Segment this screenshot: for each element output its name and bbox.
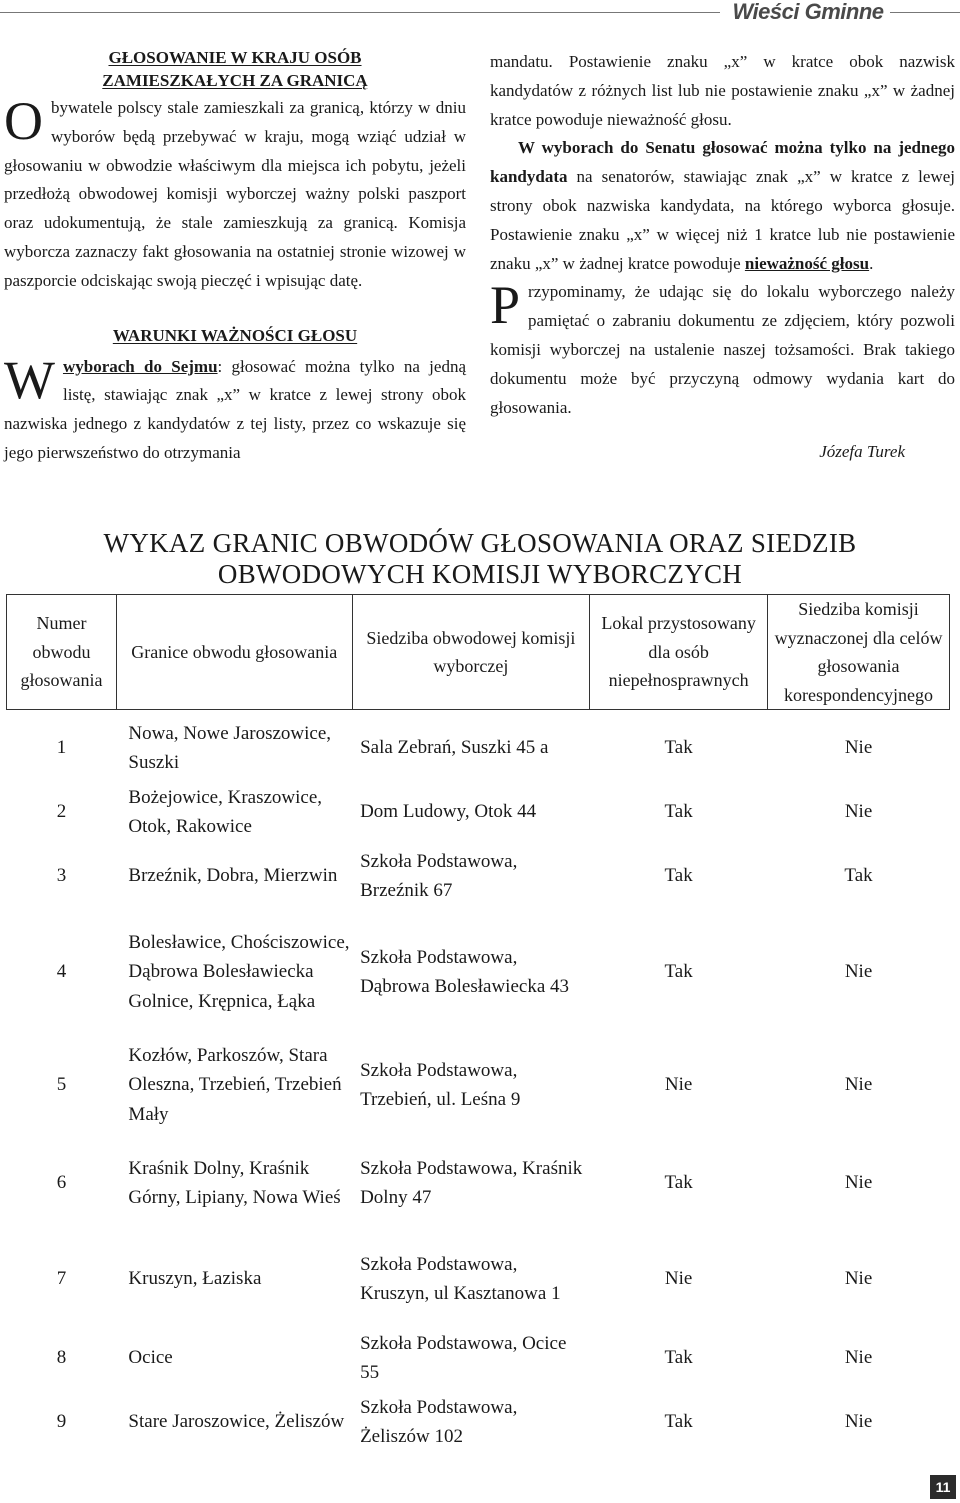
commission-seat: Szkoła Podstawowa, Żeliszów 102 <box>360 1396 518 1447</box>
page-number: 11 <box>930 1475 956 1499</box>
table-row <box>7 1134 950 1232</box>
paragraph-text: na senatorów, stawiając znak „x” w kratce z lewej strony obok nazwiska kandydata, na którego wyborca głosuje. Postawienie znaku „x” w więcej niż 1 kratce lub nie postawienie znaku „x” w żadnej kratce powoduje <box>490 167 955 273</box>
district-boundaries: Ocice <box>128 1347 173 1369</box>
paragraph-text: rzypominamy, że udając się do lokalu wyborczego należy pamiętać o zabraniu dokumentu ze zdjęciem, który pozwoli komisji wyborczej na ustalenie naszej tożsamości. Brak takiego dokumentu może być przyczyną odmowy wydania kart do głosowania. <box>490 282 955 417</box>
paragraph-end: . <box>869 253 874 273</box>
commission-seat: Szkoła Podstawowa, Brzeźnik 67 <box>360 850 518 901</box>
district-boundaries: Kruszyn, Łaziska <box>128 1268 262 1290</box>
commission-seat: Sala Zebrań, Suszki 45 a <box>360 737 549 759</box>
accessible-flag: Nie <box>664 1074 693 1096</box>
commission-seat: Szkoła Podstawowa, Ocice 55 <box>360 1332 567 1383</box>
header-rule-left <box>0 12 720 13</box>
postal-commission-flag: Tak <box>844 865 873 887</box>
districts-table <box>6 594 950 1454</box>
accessible-flag: Tak <box>664 737 693 759</box>
commission-seat: Szkoła Podstawowa, Dąbrowa Bolesławiecka 43 <box>360 946 570 997</box>
table-title <box>0 528 960 590</box>
header-postal-commission: Siedziba komisji wyznaczonej dla celów głosowania korespondencyjnego <box>768 595 950 710</box>
accessible-flag: Tak <box>664 1347 693 1369</box>
header-rule-right <box>890 12 960 13</box>
paragraph-sejm-rules <box>4 349 466 468</box>
header-number: Numer obwodu głosowania <box>7 595 117 710</box>
district-number: 6 <box>56 1172 67 1194</box>
accessible-flag: Tak <box>664 1411 693 1433</box>
district-boundaries: Brzeźnik, Dobra, Mierzwin <box>128 865 338 887</box>
district-number: 9 <box>56 1411 67 1433</box>
author-signature: Józefa Turek <box>819 442 905 462</box>
district-number: 4 <box>56 961 67 983</box>
table-header-row <box>7 595 950 710</box>
section-title-voting-abroad <box>4 46 466 92</box>
section-title-line: GŁOSOWANIE W KRAJU OSÓB <box>108 48 362 67</box>
district-number: 1 <box>56 737 67 759</box>
commission-seat: Szkoła Podstawowa, Trzebień, ul. Leśna 9 <box>360 1059 521 1110</box>
accessible-flag: Nie <box>664 1268 693 1290</box>
sejm-heading: wyborach do Sejmu <box>62 356 218 376</box>
paragraph-text: bywatele polscy stale zamieszkali za granicą, którzy w dniu wyborów będą przebywać w kraju, mogą wziąć udział w głosowaniu w obwodzie właściwym dla miejsca ich pobytu, jeżeli przedłożą obwodowej komisji wyborczej ważny polski paszport oraz udokumentują, że stale zamieszkują za granicą. Komisja wyborcza zaznaczy fakt głosowania na ostatniej stronie wizowej w paszporcie odciskając swoją pieczęć i wpisując datę. <box>4 98 466 290</box>
district-boundaries: Bożejowice, Kraszowice, Otok, Rakowice <box>128 786 323 837</box>
table-row <box>7 1232 950 1326</box>
section-title-line: ZAMIESZKAŁYCH ZA GRANICĄ <box>102 71 368 90</box>
header-commission-seat: Siedziba obwodowej komisji wyborczej <box>352 595 590 710</box>
left-column <box>4 46 466 468</box>
section-title-vote-validity: WARUNKI WAŻNOŚCI GŁOSU <box>112 325 358 345</box>
accessible-flag: Tak <box>664 865 693 887</box>
district-boundaries: Stare Jaroszowice, Żeliszów <box>128 1411 345 1433</box>
table-row <box>7 716 950 780</box>
paragraph-reminder <box>490 275 955 422</box>
commission-seat: Dom Ludowy, Otok 44 <box>360 801 537 823</box>
district-number: 3 <box>56 865 67 887</box>
district-boundaries: Bolesławice, Chościszowice, Dąbrowa Bolesławiecka Golnice, Krępnica, Łąka <box>128 931 350 1012</box>
district-number: 7 <box>56 1268 67 1290</box>
right-column <box>490 48 955 467</box>
paragraph-text: : głosować można tylko na jedną listę, stawiając znak „x” w kratce z lewej strony obok nazwiska jednego z kandydatów z tej listy, przez co wskazuje się jego pierwszeństwo do otrzymania <box>4 356 466 462</box>
postal-commission-flag: Nie <box>844 1268 873 1290</box>
district-number: 2 <box>56 801 67 823</box>
postal-commission-flag: Nie <box>844 737 873 759</box>
header-boundaries: Granice obwodu głosowania <box>116 595 352 710</box>
drop-cap: W <box>4 349 55 410</box>
postal-commission-flag: Nie <box>844 1411 873 1433</box>
senate-heading: W wyborach do Senatu głosować można tylko na jednego kandydata <box>490 138 955 187</box>
paragraph-mandate: mandatu. Postawienie znaku „x” w kratce obok nazwisk kandydatów z różnych list lub nie postawienie znaku „x” w żadnej kratce powoduje nieważność głosu. <box>490 52 955 129</box>
table-row <box>7 908 950 1036</box>
postal-commission-flag: Nie <box>844 1172 873 1194</box>
accessible-flag: Tak <box>664 1172 693 1194</box>
paragraph-voting-abroad <box>4 91 466 296</box>
drop-cap: P <box>490 275 521 336</box>
commission-seat: Szkoła Podstawowa, Kraśnik Dolny 47 <box>360 1157 583 1208</box>
publication-title: Wieści Gminne <box>732 0 884 24</box>
header-accessible: Lokal przystosowany dla osób niepełnosprawnych <box>590 595 768 710</box>
drop-cap: O <box>4 91 43 151</box>
table-row <box>7 1036 950 1134</box>
district-boundaries: Kozłów, Parkoszów, Stara Oleszna, Trzebień, Trzebień Mały <box>128 1044 342 1125</box>
postal-commission-flag: Nie <box>844 801 873 823</box>
accessible-flag: Tak <box>664 801 693 823</box>
table-row <box>7 1326 950 1390</box>
table-title-line: WYKAZ GRANIC OBWODÓW GŁOSOWANIA ORAZ SIEDZIB <box>103 528 857 558</box>
postal-commission-flag: Nie <box>844 1074 873 1096</box>
district-boundaries: Kraśnik Dolny, Kraśnik Górny, Lipiany, Nowa Wieś <box>128 1157 341 1208</box>
accessible-flag: Tak <box>664 961 693 983</box>
table-title-line: OBWODOWYCH KOMISJI WYBORCZYCH <box>217 559 743 589</box>
table-row <box>7 780 950 844</box>
table-row <box>7 844 950 908</box>
paragraph-senate-rules <box>490 134 955 278</box>
postal-commission-flag: Nie <box>844 1347 873 1369</box>
postal-commission-flag: Nie <box>844 961 873 983</box>
commission-seat: Szkoła Podstawowa, Kruszyn, ul Kasztanowa 1 <box>360 1253 561 1304</box>
district-number: 5 <box>56 1074 67 1096</box>
invalid-vote-emphasis: nieważność głosu <box>744 253 870 273</box>
table-row <box>7 1390 950 1454</box>
district-number: 8 <box>56 1347 67 1369</box>
district-boundaries: Nowa, Nowe Jaroszowice, Suszki <box>128 722 332 773</box>
